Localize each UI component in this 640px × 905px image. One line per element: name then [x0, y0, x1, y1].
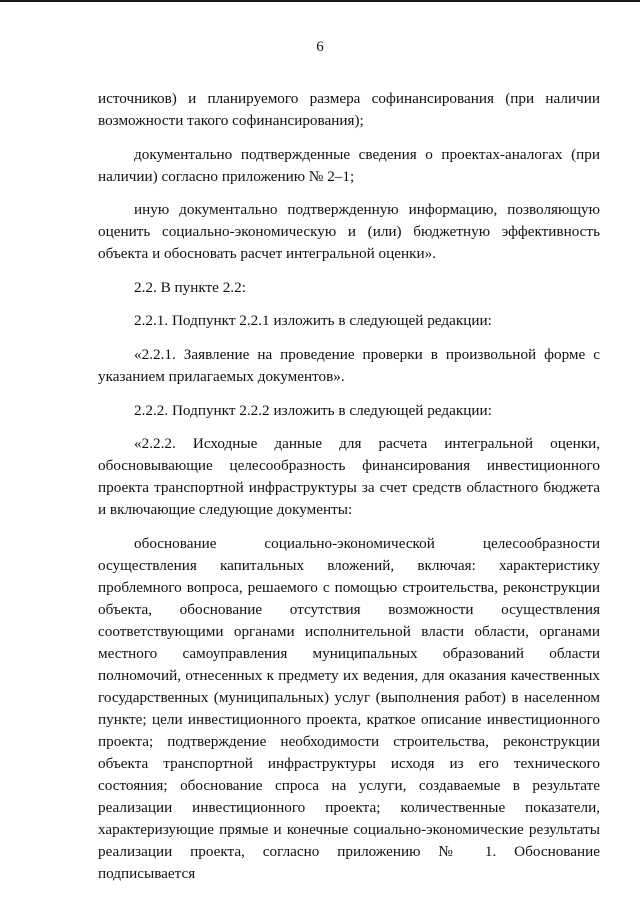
- paragraph-subclause-2-2-1-text: «2.2.1. Заявление на проведение проверки в произвольной форме с указанием прилагаемых документов».: [98, 345, 600, 385]
- paragraph-analog-projects: документально подтвержденные сведения о проектах-аналогах (при наличии) согласно приложению № 2–1;: [98, 145, 600, 185]
- page-number: 6: [316, 39, 324, 55]
- paragraph-subclause-2-2-1-heading: 2.2.1. Подпункт 2.2.1 изложить в следующей редакции:: [134, 312, 492, 330]
- paragraph-subclause-2-2-2-heading: 2.2.2. Подпункт 2.2.2 изложить в следующей редакции:: [134, 401, 492, 419]
- page-top-edge: [0, 0, 640, 2]
- document-body: [98, 88, 600, 896]
- paragraph-justification: обоснование социально-экономической целесообразности осуществления капитальных вложений, включая: характеристику проблемного вопроса, решаемого с помощью строительства, реконструкции объекта, обоснование отсутствия возможности осуществления соответствующими органами исполнительной власти области, органами местного самоуправления муниципальных образований области полномочий, отнесенных к предмету их ведения, для оказания качественных государственных (муниципальных) услуг (выполнения работ) в населенном пункте; цели инвестиционного проекта, краткое описание инвестиционного проекта; подтверждение необходимости строительства, реконструкции объекта транспортной инфраструктуры исходя из его технического состояния; обоснование спроса на услуги, создаваемые в результате реализации инвестиционного проекта; количественные показатели, характеризующие прямые и конечные социально-экономические результаты реализации проекта, согласно приложению № 1. Обоснование подписывается: [98, 534, 600, 882]
- paragraph-other-information: иную документально подтвержденную информацию, позволяющую оценить социально-экономическую и (или) бюджетную эффективность объекта и обосновать расчет интегральной оценки».: [98, 201, 600, 263]
- paragraph-clause-2-2: 2.2. В пункте 2.2:: [134, 278, 246, 296]
- paragraph-sources-continuation: источников) и планируемого размера софинансирования (при наличии возможности такого софинансирования);: [98, 90, 600, 129]
- paragraph-subclause-2-2-2-text: «2.2.2. Исходные данные для расчета интегральной оценки, обосновывающие целесообразность финансирования инвестиционного проекта транспортной инфраструктуры за счет средств областного бюджета и включающие следующие документы:: [98, 435, 600, 519]
